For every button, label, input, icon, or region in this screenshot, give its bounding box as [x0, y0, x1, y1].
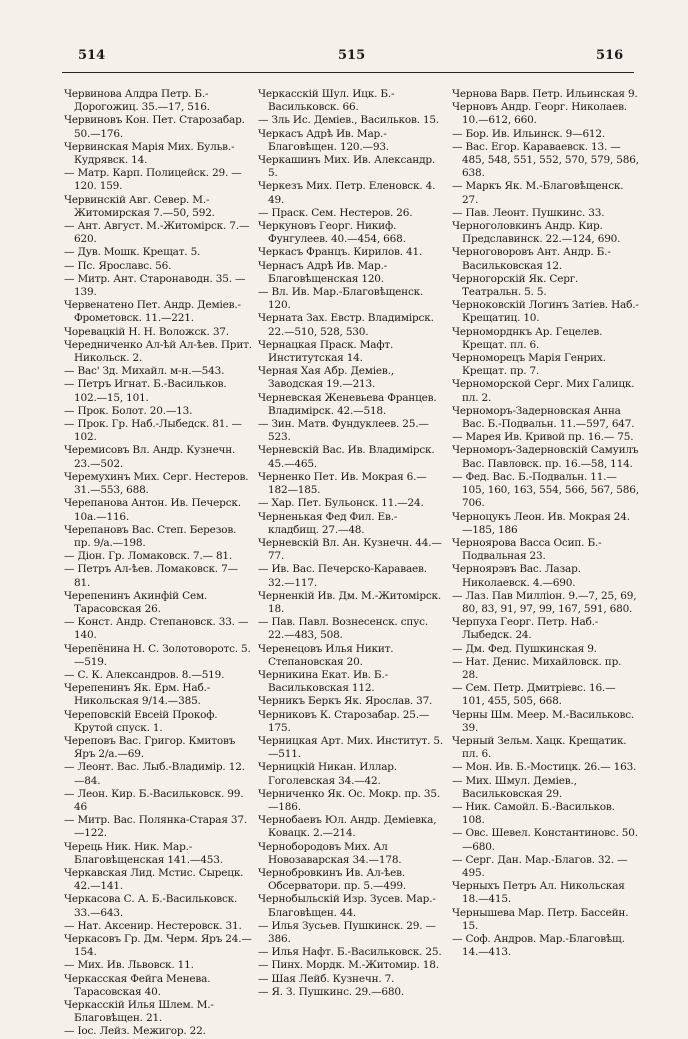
directory-entry: Черны Шм. Меер. М.-Васильковс. 39.: [452, 708, 635, 734]
directory-entry: Черепенинъ Як. Ерм. Наб.-Никольская 9/14.—385.: [64, 682, 211, 708]
directory-entry: Черноморской Серг. Мих Галицк. пл. 2.: [452, 378, 635, 404]
directory-entry: Черникина Екат. Ив. Б.-Васильковская 112.: [258, 668, 388, 695]
directory-entry: Черкезъ Мих. Петр. Еленовск. 4. 49.: [258, 180, 436, 206]
directory-entry: Чернобородовъ Мих. Ал Новозаварская 34.—178.: [258, 840, 402, 866]
directory-entry: — Я. З. Пушкинс. 29.—680.: [258, 985, 404, 998]
directory-entry: Черноярэвъ Вас. Лазар. Николаевск. 4.—690.: [452, 563, 581, 589]
directory-entry: Червинова Алдра Петр. Б.-Дорогожиц. 35.—17, 516.: [64, 88, 210, 114]
directory-entry: Черкасовъ Гр. Дм. Черм. Яръ 24.—154.: [64, 933, 252, 959]
directory-entry: Черноковскій Логинъ Затіев. Наб.-Крещатиц. 10.: [452, 299, 639, 325]
directory-entry: Череповскій Евсеій Прокоф. Крутой спуск. 1.: [64, 708, 218, 734]
directory-entry: Черкавская Лид. Мстис. Сырецк. 42.—141.: [64, 866, 244, 893]
directory-entry: — Мон. Ив. Б.-Мостицк. 26.— 163.: [452, 761, 637, 774]
directory-entry: Черневскій Вл. Ан. Кузнечн. 44.— 77.: [258, 536, 442, 563]
directory-entry: Чернобровкинъ Ив. Ал-ѣев. Обсерватори. пр. 5.—499.: [258, 866, 406, 893]
directory-entry: Черницкая Арт. Мих. Институт. 5.—511.: [258, 734, 444, 761]
directory-entry: Черепановъ Вас. Степ. Березов. пр. 9/а.—198.: [64, 523, 237, 549]
directory-entry: Черкасъ Адрѣ Ив. Мар.-Благовѣщен. 120.—93.: [258, 127, 389, 153]
directory-entry: Черненкій Ив. Дм. М.-Житомірск. 18.: [258, 589, 442, 615]
directory-entry: Чернобаевъ Юл. Андр. Деміевка, Ковацк. 2.—214.: [258, 814, 437, 840]
directory-entry: Чернобыльскій Изр. Зусев. Мар.-Благовѣщен. 44.: [258, 893, 436, 919]
directory-entry: Черневская Женевьева Францев. Владимірск. 42.—518.: [258, 391, 437, 417]
directory-entry: Черепенинъ Акинфій Сем. Тарасовская 26.: [64, 589, 208, 615]
directory-entry: — Конст. Андр. Степановск. 33. —140.: [64, 616, 249, 642]
directory-entry: Черногорскій Як. Серг. Театральн. 5. 5.: [452, 272, 579, 299]
directory-entry: Черноморднкъ Ар. Гецелев. Крещат. пл. 6.: [452, 325, 603, 351]
directory-entry: — Вас. Егор. Караваевск. 13. —485, 548, 551, 552, 570, 579, 586, 638.: [452, 140, 639, 180]
directory-entry: Черниковъ К. Старозабар. 25.— 175.: [258, 708, 430, 734]
directory-entry: — Соф. Андров. Мар.-Благовѣщ. 14.—413.: [452, 933, 625, 959]
directory-entry: Черкасскій Илья Шлем. М.-Благовѣщен. 21.: [64, 999, 214, 1025]
directory-entry: Черноголовкинъ Андр. Кир. Предславинск. 22.—124, 690.: [452, 220, 621, 246]
directory-entry: — Мих. Ив. Львовск. 11.: [64, 959, 194, 972]
directory-entry: — Хар. Пет. Бульонск. 11.—24.: [258, 497, 424, 510]
directory-entry: — Дм. Фед. Пушкинская 9.: [452, 642, 597, 655]
directory-entry: Черныхъ Петръ Ал. Никольская 18.—415.: [452, 880, 625, 906]
directory-entry: — Матр. Карп. Полицейск. 29. —120. 159.: [64, 167, 242, 193]
directory-entry: — Петръ Игнат. Б.-Васильков. 102.—15, 101.: [64, 378, 227, 404]
directory-entry: Черемухинъ Мих. Серг. Нестеров. 31.—553, 688.: [64, 470, 249, 497]
directory-entry: Черневскій Вас. Ив. Владимірск. 45.—465.: [258, 444, 435, 470]
directory-entry: — Нат. Аксенир. Нестеровск. 31.: [64, 919, 242, 932]
directory-entry: Черпуха Георг. Петр. Наб.-Лыбедск. 24.: [452, 616, 599, 642]
page-number-middle: 515: [338, 48, 366, 63]
directory-entry: Чередниченко Ал-ѣй Ал-ѣев. Прит. Никольск. 2.: [64, 338, 252, 365]
directory-entry: — Пс. Ярославс. 56.: [64, 259, 172, 272]
directory-entry: Черноцукъ Леон. Ив. Мокрая 24. —185, 186: [452, 510, 630, 536]
directory-entry: Чернова Варв. Петр. Ильинская 9.: [452, 88, 638, 100]
directory-entry: Черный Зельм. Хацк. Крещатик. пл. 6.: [452, 734, 627, 761]
directory-entry: — Марея Ив. Кривой пр. 16.— 75.: [452, 431, 634, 444]
directory-entry: Черкуновъ Георг. Никиф. Фунгулеев. 40.—454, 668.: [258, 220, 406, 246]
directory-entry: — Нат. Денис. Михайловск. пр. 28.: [452, 655, 622, 681]
directory-entry: Черепёнина Н. С. Золотоворотс. 5.—519.: [64, 642, 251, 668]
directory-entry: Черноморъ-Задерновская Анна Вас. Б.-Подвальн. 11.—597, 647.: [452, 404, 635, 431]
directory-entry: — Илья Зусьев. Пушкинск. 29. —386.: [258, 919, 436, 945]
directory-entry: Черкасъ Францъ. Кирилов. 41.: [258, 246, 423, 259]
directory-entry: — Митр. Ант. Старонаводн. 35. —139.: [64, 272, 246, 299]
directory-entry: — С. К. Александров. 8.—519.: [64, 668, 225, 681]
directory-entry: Чернацкая Праск. Мафт. Институтская 14.: [258, 338, 394, 365]
directory-entry: — Прок. Гр. Наб.-Лыбедск. 81. —102.: [64, 418, 242, 444]
directory-entry: — Лаз. Пав Милліон. 9.—7, 25, 69, 80, 83, 91, 97, 99, 167, 591, 680.: [452, 589, 637, 615]
directory-entry: — Праск. Сем. Нестеров. 26.: [258, 206, 413, 219]
directory-entry: — Дув. Мошк. Крещат. 5.: [64, 246, 201, 259]
directory-entry: — Сем. Петр. Дмитріевс. 16.— 101, 455, 505, 668.: [452, 682, 616, 708]
directory-entry: Черненькая Фед Фил. Ев.-кладбищ. 27.—48.: [258, 510, 398, 536]
directory-entry: Червенатено Пет. Андр. Деміев.-Фрометовск. 11.—221.: [64, 299, 241, 325]
directory-entry: — Серг. Дан. Мар.-Благов. 32. —495.: [452, 853, 628, 879]
directory-entry: — Маркъ Як. М.-Благовѣщенск. 27.: [452, 180, 624, 206]
directory-entry: Чернышева Мар. Петр. Бассейн. 15.: [452, 906, 629, 932]
directory-entry: — Ив. Вас. Печерско-Караваев. 32.—117.: [258, 563, 427, 589]
directory-column-1: [64, 88, 252, 1039]
directory-entry: — Пав. Леонт. Пушкинс. 33.: [452, 206, 605, 219]
directory-entry: — Леонт. Вас. Лыб.-Владимір. 12.—84.: [64, 761, 245, 787]
directory-entry: Черникъ Беркъ Як. Ярослав. 37.: [258, 695, 433, 708]
directory-entry: — Ник. Самойл. Б.-Васильков. 108.: [452, 800, 615, 827]
page-number-right: 516: [596, 48, 624, 63]
directory-entry: Червиновъ Кон. Пет. Старозабар. 50.—176.: [64, 114, 245, 140]
directory-entry: — Пав. Павл. Вознесенск. спус. 22.—483, 508.: [258, 616, 428, 642]
directory-entry: Черниченко Як. Ос. Мокр. пр. 35. —186.: [258, 787, 441, 813]
directory-entry: Червинскій Авг. Север. М.-Житомирская 7.—50, 592.: [64, 193, 215, 219]
directory-entry: — Бор. Ив. Ильинск. 9—612.: [452, 127, 606, 140]
directory-entry: Черноярова Васса Осип. Б.-Подвальная 23.: [452, 536, 602, 563]
directory-entry: Черкасская Фейга Менева. Тарасовская 40.: [64, 972, 211, 998]
directory-entry: Черната Зах. Евстр. Владимірск. 22.—510, 528, 530.: [258, 312, 434, 338]
directory-entry: Червинская Марія Мих. Бульв.-Кудрявск. 14.: [64, 140, 235, 167]
directory-entry: — Прок. Болот. 20.—13.: [64, 404, 193, 417]
directory-entry: — Леон. Кир. Б.-Васильковск. 99. 46: [64, 787, 244, 813]
directory-entry: — Вас' Зд. Михайл. м-н.—543.: [64, 365, 225, 378]
directory-entry: Черенецовъ Илья Никит. Степановская 20.: [258, 642, 394, 668]
directory-entry: — Фед. Вас. Б.-Подвальн. 11.— 105, 160, 163, 554, 566, 567, 586, 706.: [452, 470, 639, 510]
directory-entry: Черкашинъ Мих. Ив. Александр. 5.: [258, 154, 436, 180]
directory-entry: Череповъ Вас. Григор. Кмитовъ Яръ 2/а.—69.: [64, 734, 236, 761]
directory-entry: — Діон. Гр. Ломаковск. 7.— 81.: [64, 550, 233, 563]
directory-entry: Черноговоровъ Ант. Андр. Б.-Васильковская 12.: [452, 246, 611, 272]
directory-entry: Чоревацкій Н. Н. Воложск. 37.: [64, 325, 229, 338]
directory-entry: Черкасскій Шул. Ицк. Б.-Васильковск. 66.: [258, 88, 395, 114]
directory-column-2: [258, 88, 446, 999]
directory-entry: — Мих. Шмул. Деміев., Васильковская 29.: [452, 774, 577, 800]
directory-entry: — Ант. Август. М.-Житомірск. 7.—620.: [64, 220, 250, 246]
page-number-left: 514: [78, 48, 106, 63]
directory-entry: — Зль Ис. Деміев., Васильков. 15.: [258, 114, 440, 127]
directory-entry: Черная Хая Абр. Деміев., Заводская 19.—213.: [258, 365, 394, 391]
directory-entry: Черець Ник. Ник. Мар.-Благовѣщенская 141.—453.: [64, 840, 223, 866]
directory-entry: — Іос. Лейз. Межигор. 22.: [64, 1025, 206, 1038]
directory-entry: — Митр. Вас. Полянка-Старая 37.—122.: [64, 814, 248, 840]
directory-entry: — Вл. Ив. Мар.-Благовѣщенск. 120.: [258, 286, 424, 312]
directory-entry: — Шая Лейб. Кузнечн. 7.: [258, 972, 395, 985]
directory-entry: Черненко Пет. Ив. Мокрая 6.— 182—185.: [258, 470, 427, 497]
directory-entry: Чернасъ Адрѣ Ив. Мар.-Благовѣщенская 120.: [258, 259, 387, 285]
directory-entry: Черепанова Антон. Ив. Печерск. 10а.—116.: [64, 497, 241, 523]
directory-entry: Черноморецъ Марія Генрих. Крещат. пр. 7.: [452, 352, 606, 378]
directory-entry: Черноморъ-Задерновскій Самуилъ Вас. Павловск. пр. 16.—58, 114.: [452, 444, 639, 470]
directory-entry: — Петръ Ал-ѣев. Ломаковск. 7— 81.: [64, 563, 238, 589]
directory-entry: Черновъ Андр. Георг. Николаев. 10.—612, 660.: [452, 101, 627, 127]
directory-entry: Черемисовъ Вл. Андр. Кузнечн. 23.—502.: [64, 444, 236, 470]
directory-entry: — Пинх. Мордк. М.-Житомир. 18.: [258, 959, 439, 972]
directory-entry: Черкасова С. А. Б.-Васильковск. 33.—643.: [64, 893, 238, 919]
header-rule: [62, 72, 634, 73]
directory-entry: — Овс. Шевел. Константиновс. 50.—680.: [452, 827, 638, 853]
directory-entry: Черницкій Никан. Иллар. Гоголевская 34.—42.: [258, 761, 397, 787]
directory-entry: — Зин. Матв. Фундуклеев. 25.— 523.: [258, 418, 429, 444]
directory-column-3: [452, 88, 640, 959]
directory-entry: — Илья Нафт. Б.-Васильковск. 25.: [258, 946, 442, 959]
